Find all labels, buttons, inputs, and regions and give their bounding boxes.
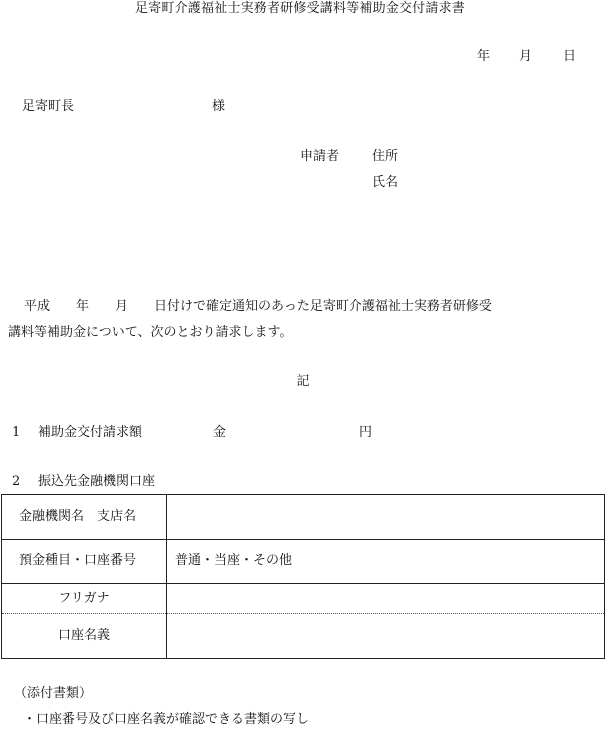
applicant-name-label: 氏名 [372, 175, 399, 190]
ki-heading: 記 [296, 374, 310, 389]
table-row-divider [2, 539, 604, 540]
table-column-divider [166, 495, 167, 658]
date-year-label: 年 [477, 49, 491, 64]
date-day-label: 日 [563, 49, 577, 64]
account-type-options[interactable]: 普通・当座・その他 [175, 553, 293, 568]
item2-label: 振込先金融機関口座 [38, 474, 156, 489]
document-title: 足寄町介護福祉士実務者研修受講料等補助金交付請求書 [134, 1, 465, 16]
attachments-heading: （添付書類） [14, 686, 93, 701]
addressee-name: 足寄町長 [22, 99, 75, 114]
item1-label: 補助金交付請求額 [38, 425, 143, 440]
bank-name-row-label: 金融機関名 支店名 [19, 509, 137, 524]
date-month-label: 月 [519, 49, 533, 64]
item1-number: 1 [12, 425, 21, 440]
item1-yen-label: 円 [359, 425, 373, 440]
furigana-row-label: フリガナ [58, 591, 110, 606]
table-row-divider [2, 583, 604, 584]
attachment-item: ・口座番号及び口座名義が確認できる書類の写し [23, 712, 310, 727]
addressee-honorific: 様 [212, 99, 226, 114]
body-text-line-1: 平成 年 月 日付けで確定通知のあった足寄町介護福祉士実務者研修受 [24, 299, 492, 314]
item2-number: 2 [12, 474, 21, 489]
account-holder-row-label: 口座名義 [57, 628, 110, 643]
applicant-label: 申請者 [300, 149, 340, 164]
applicant-address-label: 住所 [372, 149, 399, 164]
account-type-row-label: 預金種目・口座番号 [19, 553, 137, 568]
item1-kin-label: 金 [213, 425, 227, 440]
bank-account-table [1, 494, 605, 659]
body-text-line-2: 講料等補助金について、次のとおり請求します。 [8, 325, 293, 340]
table-row-divider-dotted [2, 613, 604, 614]
